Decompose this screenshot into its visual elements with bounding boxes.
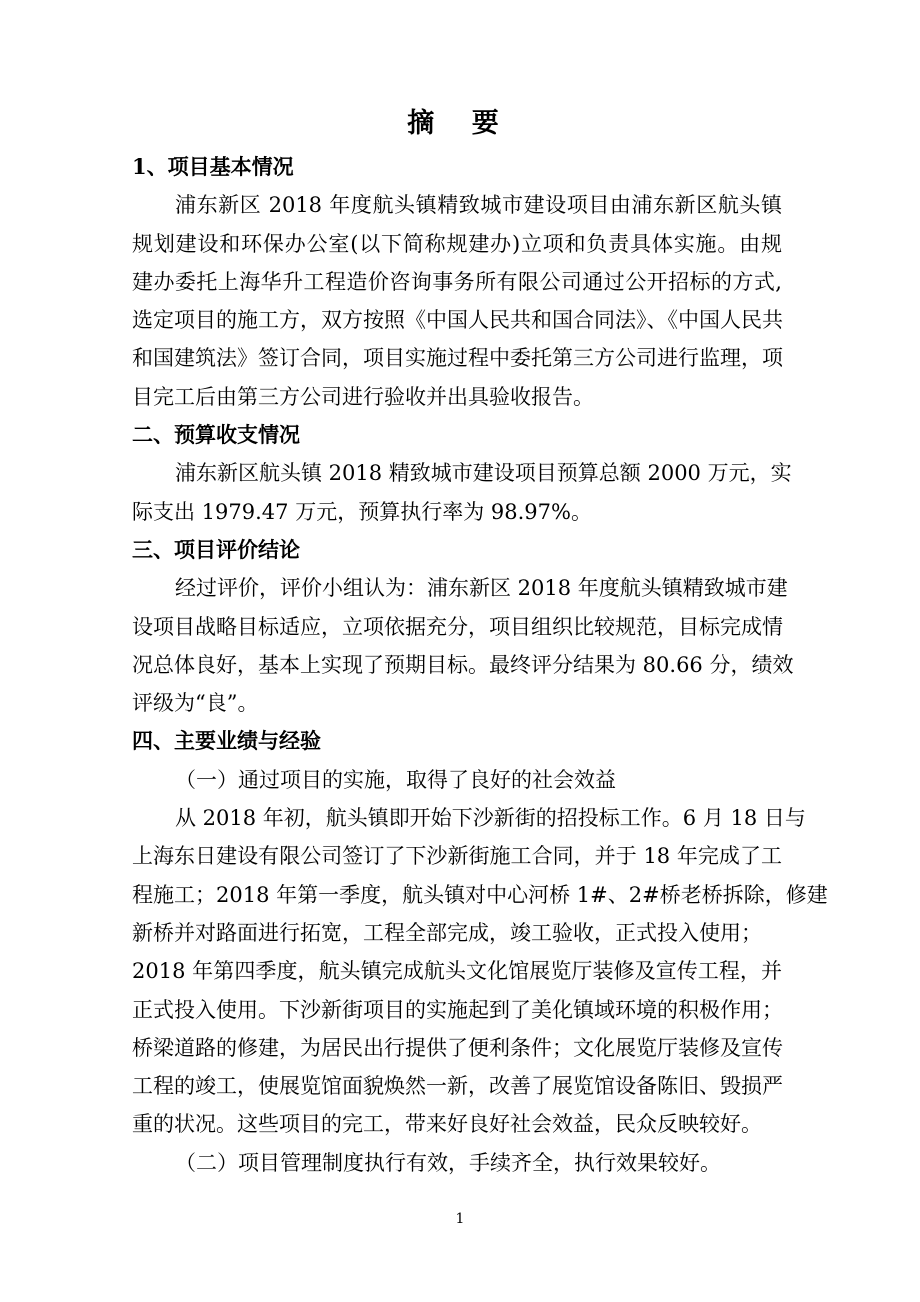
paragraph-line: 和国建筑法》签订合同，项目实施过程中委托第三方公司进行监理，项 [132, 346, 783, 371]
paragraph-line: 际支出 1979.47 万元，预算执行率为 98.97%。 [132, 499, 592, 524]
paragraph-line: 上海东日建设有限公司签订了下沙新街施工合同，并于 18 年完成了工 [132, 844, 782, 869]
section-heading-budget: 二、预算收支情况 [132, 422, 300, 448]
paragraph-line: 目完工后由第三方公司进行验收并出具验收报告。 [132, 384, 594, 409]
page-number: 1 [455, 1211, 465, 1227]
paragraph-line: 评级为“良”。 [132, 691, 259, 716]
paragraph-line: 新桥并对路面进行拓宽，工程全部完成，竣工验收，正式投入使用； [132, 920, 762, 945]
paragraph-line: 正式投入使用。下沙新街项目的实施起到了美化镇域环境的积极作用； [132, 997, 783, 1022]
page-title: 摘 要 [407, 108, 513, 139]
document-body [132, 148, 828, 1182]
paragraph-line: 况总体良好，基本上实现了预期目标。最终评分结果为 80.66 分，绩效 [132, 652, 794, 677]
paragraph-line: 建办委托上海华升工程造价咨询事务所有限公司通过公开招标的方式, [132, 269, 782, 294]
paragraph-line: 规划建设和环保办公室(以下简称规建办)立项和负责具体实施。由规 [132, 231, 782, 256]
paragraph-line: 选定项目的施工方，双方按照《中国人民共和国合同法》、《中国人民共 [132, 308, 783, 333]
paragraph-line: 程施工；2018 年第一季度，航头镇对中心河桥 1#、2#桥老桥拆除，修建 [132, 882, 828, 907]
section-heading-project-basics: 1、项目基本情况 [132, 154, 294, 179]
subsection-heading-management: （二）项目管理制度执行有效，手续齐全，执行效果较好。 [175, 1150, 721, 1175]
paragraph-line: 浦东新区航头镇 2018 精致城市建设项目预算总额 2000 万元，实 [175, 461, 792, 486]
paragraph-line: 设项目战略目标适应，立项依据充分，项目组织比较规范，目标完成情 [132, 614, 783, 639]
paragraph-line: 从 2018 年初，航头镇即开始下沙新街的招投标工作。6 月 18 日与 [175, 806, 806, 831]
section-heading-evaluation: 三、项目评价结论 [132, 536, 300, 562]
paragraph-line: 工程的竣工，使展览馆面貌焕然一新，改善了展览馆设备陈旧、毁损严 [132, 1074, 783, 1099]
subsection-heading-social-benefit: （一）通过项目的实施，取得了良好的社会效益 [175, 767, 616, 792]
paragraph-line: 重的状况。这些项目的完工，带来好良好社会效益，民众反映较好。 [132, 1112, 762, 1137]
paragraph-line: 浦东新区 2018 年度航头镇精致城市建设项目由浦东新区航头镇 [175, 193, 782, 218]
section-heading-achievements: 四、主要业绩与经验 [132, 728, 321, 754]
paragraph-line: 2018 年第四季度，航头镇完成航头文化馆展览厅装修及宣传工程，并 [132, 959, 782, 984]
paragraph-line: 经过评价，评价小组认为：浦东新区 2018 年度航头镇精致城市建 [175, 576, 788, 601]
paragraph-line: 桥梁道路的修建，为居民出行提供了便利条件；文化展览厅装修及宣传 [132, 1035, 783, 1060]
